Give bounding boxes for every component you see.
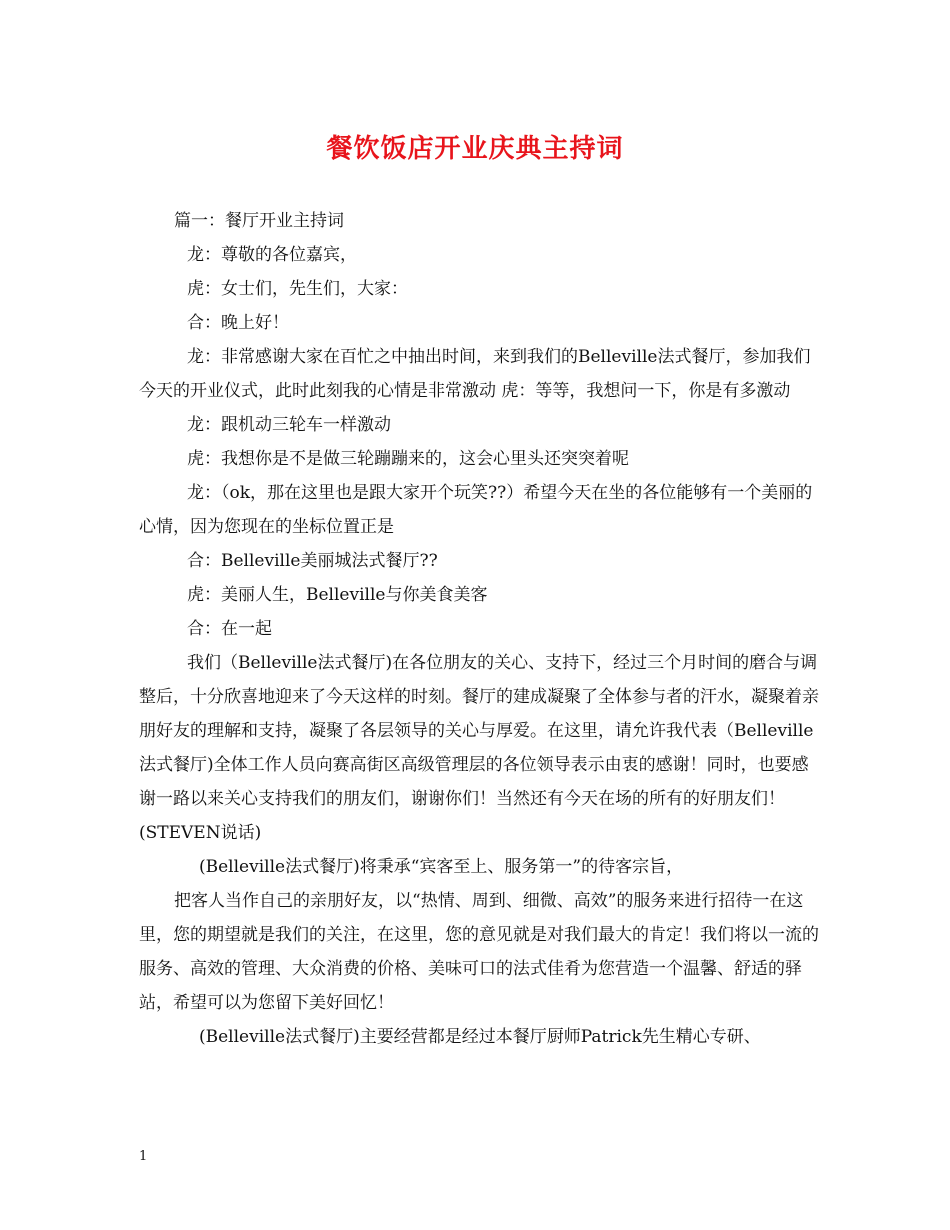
dialogue-line: 合：晚上好！ (187, 313, 289, 333)
dialogue-line: 虎：女士们，先生们，大家： (187, 279, 408, 299)
body-paragraph: 我们（Belleville法式餐厅)在各位朋友的关心、支持下，经过三个月时间的磨合与调整后，十分欣喜地迎来了今天这样的时刻。餐厅的建成凝聚了全体参与者的汗水，凝聚着亲朋好友的理解和支持，凝聚了各层领导的关心与厚爱。在这里，请允许我代表（Belleville法式餐厅)全体工作人员向赛高街区高级管理层的各位领导表示由衷的感谢！同时，也要感谢一路以来关心支持我们的朋友们，谢谢你们！当然还有今天在场的所有的好朋友们！(STEVEN说话) (139, 653, 819, 843)
body-paragraph: (Belleville法式餐厅)主要经营都是经过本餐厅厨师Patrick先生精心专研、 (199, 1027, 761, 1047)
document-title: 餐饮饭店开业庆典主持词 (326, 134, 624, 164)
dialogue-line: 龙：非常感谢大家在百忙之中抽出时间，来到我们的Belleville法式餐厅，参加我们今天的开业仪式，此时此刻我的心情是非常激动 虎：等等，我想问一下，你是有多激动 (139, 347, 811, 401)
dialogue-line: 虎：美丽人生，Belleville与你美食美客 (187, 585, 488, 605)
dialogue-line: 龙：（ok，那在这里也是跟大家开个玩笑??）希望今天在坐的各位能够有一个美丽的心情，因为您现在的坐标位置正是 (139, 483, 813, 537)
dialogue-line: 龙：跟机动三轮车一样激动 (187, 415, 391, 435)
dialogue-line: 虎：我想你是不是做三轮蹦蹦来的，这会心里头还突突着呢 (187, 449, 629, 469)
document-body (139, 204, 819, 1054)
body-paragraph: (Belleville法式餐厅)将秉承“宾客至上、服务第一”的待客宗旨， (199, 857, 684, 877)
section-heading: 篇一：餐厅开业主持词 (174, 211, 344, 231)
dialogue-line: 合：Belleville美丽城法式餐厅?? (187, 551, 438, 571)
dialogue-line: 龙：尊敬的各位嘉宾， (187, 245, 357, 265)
body-paragraph: 把客人当作自己的亲朋好友，以“热情、周到、细微、高效”的服务来进行招待一在这里，您的期望就是我们的关注，在这里，您的意见就是对我们最大的肯定！我们将以一流的服务、高效的管理、大众消费的价格、美味可口的法式佳肴为您营造一个温馨、舒适的驿站，希望可以为您留下美好回忆！ (139, 891, 819, 1013)
page-number: 1 (139, 1149, 148, 1164)
dialogue-line: 合：在一起 (187, 619, 272, 639)
